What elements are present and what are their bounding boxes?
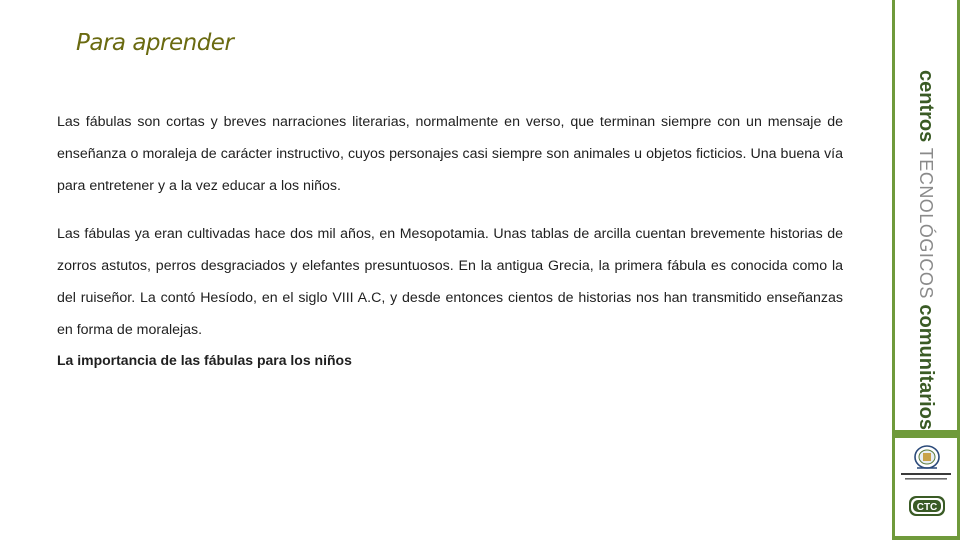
brand-word-centros: centros	[915, 70, 937, 143]
paragraph-1: Las fábulas son cortas y breves narraciones literarias, normalmente en verso, que terminan siempre con un mensaje de enseñanza o moraleja de carácter instructivo, cuyos personajes casi siempre son animales u objetos ficticios. Una buena vía para entretener y a la vez educar a los niños.	[57, 114, 843, 194]
slide-title: Para aprender	[76, 30, 234, 56]
subheading: La importancia de las fábulas para los niños	[57, 352, 352, 368]
logo-panel	[895, 438, 957, 536]
seal-caption-lines-icon	[899, 472, 953, 482]
brand-wordmark	[915, 70, 937, 430]
paragraph-2: Las fábulas ya eran cultivadas hace dos mil años, en Mesopotamia. Unas tablas de arcilla cuentan brevemente historias de zorros astutos, perros desgraciados y elefantes presuntuosos. En la antigua Grecia, la primera fábula es conocida como la del ruiseñor. La contó Hesíodo, en el siglo VIII A.C, y desde entonces cientos de historias nos han transmitido enseñanzas en forma de moralejas.	[57, 226, 843, 338]
content-body	[57, 106, 843, 371]
brand-sidebar	[892, 0, 960, 540]
ctc-logo-text: CTC	[916, 502, 938, 513]
ctc-logo	[908, 494, 946, 518]
brand-word-tecnologicos: TECNOLÓGICOS	[916, 147, 936, 299]
brand-panel	[895, 0, 957, 430]
brand-word-comunitarios: comunitarios	[915, 304, 937, 430]
government-seal-icon	[912, 444, 942, 472]
